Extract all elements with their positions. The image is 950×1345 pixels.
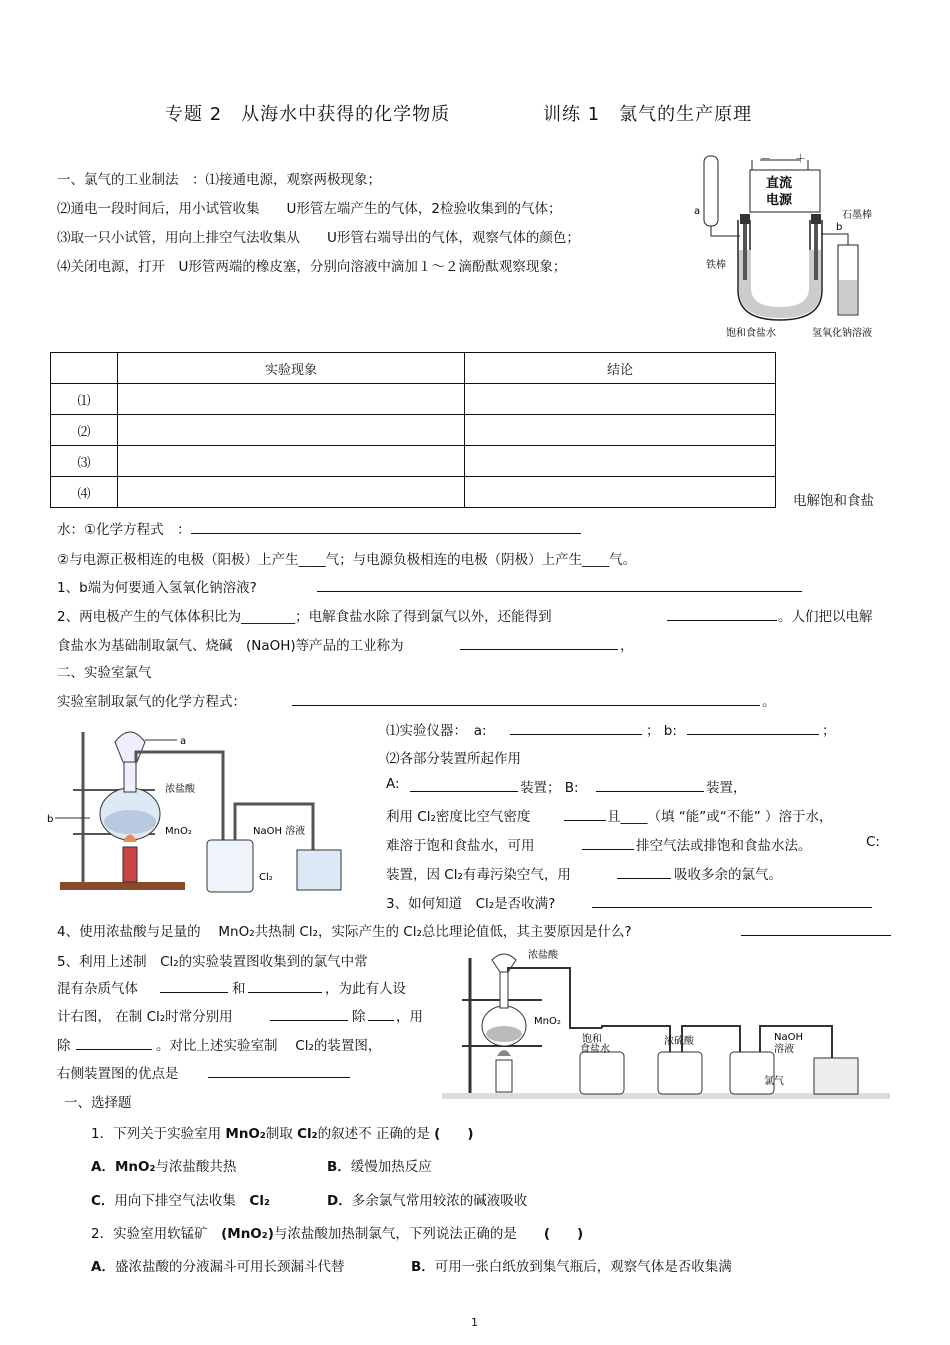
lab-equation-end: 。 <box>762 694 776 710</box>
section1-step3: ⑶取一只小试管，用向上排空气法收集从 U形管右端导出的气体，观察气体的颜色； <box>57 230 580 246</box>
q5-l2a: 混有杂质气体 <box>57 981 138 997</box>
conclusion-cell[interactable] <box>465 477 776 508</box>
use2c-text: C: <box>866 834 880 850</box>
title-topic: 专题 2 从海水中获得的化学物质 <box>165 104 451 125</box>
use2-text: 难溶于饱和食盐水，可用 <box>386 838 535 854</box>
naoh-label: 氢氧化钠溶液 <box>812 328 872 339</box>
instr-a-blank[interactable] <box>510 720 642 735</box>
q5-l4a: 除 <box>57 1038 71 1054</box>
header-conclusion: 结论 <box>465 353 776 384</box>
q3-text: 3、如何知道 Cl₂是否收满? <box>386 896 556 912</box>
row-label: ⑵ <box>51 415 118 446</box>
q4-text: 4、使用浓盐酸与足量的 MnO₂共热制 Cl₂，实际产生的 Cl₂总比理论值低，其主要原因是什么? <box>57 924 632 940</box>
row-label: ⑶ <box>51 446 118 477</box>
graphite-label: 石墨棒 <box>842 210 872 221</box>
impurity-2-blank[interactable] <box>248 978 322 993</box>
option-d-text: 多余氯气常用较浓的碱液吸收 <box>351 1193 528 1209</box>
improved-apparatus-figure <box>442 948 890 1100</box>
fig3-brine-label2: 食盐水 <box>580 1044 610 1055</box>
choice-q2-tail: 与浓盐酸加热制氯气，下列说法正确的是 <box>273 1226 517 1242</box>
instr-end: ； <box>822 723 836 739</box>
electrolysis-tail: 电解饱和食盐 <box>793 493 874 509</box>
industry-blank[interactable] <box>460 635 618 650</box>
fig2-cl2-label: Cl₂ <box>259 872 273 883</box>
section1-step4: ⑷关闭电源，打开 U形管两端的橡皮塞，分别向溶液中滴加１～２滴酚酞观察现象； <box>57 259 567 275</box>
option-d-label: D． <box>327 1193 352 1209</box>
section1-intro: 一、氯气的工业制法 ：⑴接通电源，观察两极现象； <box>57 172 381 188</box>
choice-q2-bracket[interactable]: ( ) <box>543 1226 584 1242</box>
a-label: a <box>694 206 701 217</box>
question-2-blank[interactable] <box>667 606 777 621</box>
q5-line2 <box>57 977 138 997</box>
fig3-brine-label: 饱和 <box>582 1034 602 1045</box>
q4-blank[interactable] <box>741 921 891 936</box>
q3-blank[interactable] <box>592 893 872 908</box>
q2-option-a-label: A． <box>91 1259 115 1275</box>
fig2-naoh-label: NaOH 溶液 <box>253 826 306 837</box>
b-label: b <box>836 222 843 233</box>
phenomenon-cell[interactable] <box>118 384 465 415</box>
option-c-cl2: Cl₂ <box>249 1193 270 1209</box>
conclusion-cell[interactable] <box>465 446 776 477</box>
equation-line <box>57 518 581 538</box>
q5-line1: 5、利用上述制 Cl₂的实验装置图收集到的氯气中常 <box>57 954 368 970</box>
fig3-mno2-label: MnO₂ <box>534 1016 561 1027</box>
dc-label2: 电源 <box>766 193 793 208</box>
reagent-1-blank[interactable] <box>270 1006 348 1021</box>
choice-q2-text: 2．实验室用软锰矿 <box>91 1226 222 1242</box>
question-1 <box>57 576 257 596</box>
fig3-hcl-label: 浓盐酸 <box>528 950 558 961</box>
absorb-blank[interactable] <box>617 864 671 879</box>
choice-q1-tail: 的叙述不 正确的是 <box>317 1126 430 1142</box>
density-blank[interactable] <box>564 806 606 821</box>
fig3-naoh-label: NaOH <box>774 1032 803 1043</box>
table-row <box>51 415 776 446</box>
question-2-comma: ， <box>620 638 634 654</box>
fig3-cl2-label: 氯气 <box>764 1076 784 1087</box>
remove-1-blank[interactable] <box>368 1006 394 1021</box>
instr-b-blank[interactable] <box>687 720 819 735</box>
electrode-line: ②与电源正极相连的电极（阳极）上产生____气；与电源负极相连的电极（阴极）上产生____气。 <box>57 552 637 568</box>
choice-q2-option-b[interactable] <box>411 1255 732 1275</box>
fig2-hcl-label: 浓盐酸 <box>165 784 195 795</box>
page-subtitle <box>543 100 752 126</box>
q5-l5: 右侧装置图的优点是 <box>57 1066 179 1082</box>
instrument-line <box>386 719 487 739</box>
choice-q1-option-a[interactable] <box>91 1155 236 1175</box>
q2-option-a-text: 盛浓盐酸的分液漏斗可用长颈漏斗代替 <box>114 1259 345 1275</box>
a-device-label: A: <box>386 776 400 792</box>
fig2-mno2-label: MnO₂ <box>165 826 192 837</box>
option-c-text: 用向下排空气法收集 <box>114 1193 236 1209</box>
instr-b-label: ； b: <box>646 723 677 739</box>
choice-q1-text: 1．下列关于实验室用 <box>91 1126 222 1142</box>
electrolysis-figure <box>690 150 890 340</box>
question-1-text: 1、b端为何要通入氢氧化钠溶液? <box>57 580 257 596</box>
plus-label: ＋ <box>795 152 806 165</box>
question-2-line2 <box>57 634 404 654</box>
q5-l3b: 除 <box>352 1009 366 1025</box>
q5-l2c: ，为此有人设 <box>325 981 406 997</box>
fig3-h2so4-label: 浓硫酸 <box>664 1036 694 1047</box>
collection-blank[interactable] <box>582 835 634 850</box>
choice-q2 <box>91 1222 583 1242</box>
lab-equation-label: 实验室制取氯气的化学方程式： <box>57 694 246 710</box>
option-a-label: A． <box>91 1159 115 1175</box>
question-2c-text: 食盐水为基础制取氯气、烧碱 (NaOH)等产品的工业称为 <box>57 638 404 654</box>
choice-q1-option-c[interactable] <box>91 1189 270 1209</box>
use3-text: 装置，因 Cl₂有毒污染空气，用 <box>386 867 571 883</box>
dc-label: 直流 <box>766 176 793 191</box>
page-number: 1 <box>471 1316 478 1329</box>
table-row <box>51 384 776 415</box>
b-device-text: 装置， <box>706 780 747 796</box>
question-2-tail: 。人们把以电解 <box>778 609 873 625</box>
conclusion-cell[interactable] <box>465 415 776 446</box>
choice-heading: 一、选择题 <box>64 1095 132 1111</box>
fig2-b-label: b <box>47 814 54 825</box>
phenomenon-cell[interactable] <box>118 415 465 446</box>
title-training: 训练 1 氯气的生产原理 <box>543 104 753 125</box>
advantage-blank[interactable] <box>208 1063 350 1078</box>
page-title <box>165 100 450 126</box>
row-label: ⑷ <box>51 477 118 508</box>
choice-q1 <box>91 1122 474 1142</box>
fig3-naoh-label2: 溶液 <box>774 1044 794 1055</box>
header-phenomenon: 实验现象 <box>118 353 465 384</box>
choice-q1-make: 制取 <box>265 1126 293 1142</box>
fig2-a-label: a <box>180 736 187 747</box>
roles-line: ⑵各部分装置所起作用 <box>386 751 521 767</box>
conclusion-cell[interactable] <box>465 384 776 415</box>
iron-label: 铁棒 <box>706 260 726 271</box>
minus-label: － <box>760 152 771 165</box>
table-row <box>51 446 776 477</box>
b-device-blank[interactable] <box>596 777 704 792</box>
section2-heading: 二、实验室氯气 <box>57 665 152 681</box>
use3b-text: 吸收多余的氯气。 <box>674 867 782 883</box>
a-device-blank[interactable] <box>410 777 518 792</box>
question-2 <box>57 605 552 625</box>
choice-q2-option-a[interactable] <box>91 1255 344 1275</box>
q5-and: 和 <box>232 981 246 997</box>
choice-q1-bracket[interactable]: ( ) <box>434 1126 474 1142</box>
q5-l4b: 。对比上述实验室制 Cl₂的装置图， <box>156 1038 382 1054</box>
remove-2-blank[interactable] <box>76 1035 152 1050</box>
a-device-text: 装置； B: <box>520 780 579 796</box>
q5-l3c: ，用 <box>396 1009 423 1025</box>
equation-label: 水：①化学方程式 ： <box>57 522 191 538</box>
choice-q1-option-d[interactable] <box>327 1189 527 1209</box>
observation-table <box>50 352 776 508</box>
option-a-text: 与浓盐酸共热 <box>155 1159 237 1175</box>
brine-label: 饱和食盐水 <box>726 328 776 339</box>
row-label: ⑴ <box>51 384 118 415</box>
option-b-text: 缓慢加热反应 <box>350 1159 432 1175</box>
table-row <box>51 477 776 508</box>
option-a-mno2: MnO₂ <box>114 1159 156 1175</box>
table-header-row <box>51 353 776 384</box>
equation-blank[interactable] <box>191 519 581 534</box>
use1-text: 利用 Cl₂密度比空气密度 <box>386 809 531 825</box>
question-1-blank[interactable] <box>317 577 802 592</box>
q2-option-b-label: B． <box>411 1259 435 1275</box>
phenomenon-cell[interactable] <box>118 446 465 477</box>
q5-line3: 计右图， 在制 Cl₂时常分别用 <box>57 1009 233 1025</box>
question-2-text: 2、两电极产生的气体体积比为________；电解食盐水除了得到氯气以外，还能得到 <box>57 609 552 625</box>
header-blank <box>51 353 118 384</box>
choice-q1-mno2: MnO₂ <box>225 1126 266 1142</box>
option-b-label: B． <box>327 1159 351 1175</box>
lab-apparatus-figure <box>45 722 365 894</box>
use2b-text: 排空气法或排饱和食盐水法。 <box>636 838 812 854</box>
choice-q2-mno2: (MnO₂) <box>221 1226 274 1242</box>
phenomenon-cell[interactable] <box>118 477 465 508</box>
instr-a-label: ⑴实验仪器： a: <box>386 723 487 739</box>
choice-q1-cl2: Cl₂ <box>297 1126 318 1142</box>
choice-q1-option-b[interactable] <box>327 1155 432 1175</box>
option-c-label: C． <box>91 1193 115 1209</box>
q2-option-b-text: 可用一张白纸放到集气瓶后，观察气体是否收集满 <box>434 1259 732 1275</box>
section1-step2: ⑵通电一段时间后，用小试管收集 U形管左端产生的气体，2检验收集到的气体； <box>57 201 562 217</box>
impurity-1-blank[interactable] <box>160 978 228 993</box>
lab-equation-blank[interactable] <box>292 691 760 706</box>
use1b-text: 且____（填 “能”或“不能” ）溶于水， <box>607 809 833 825</box>
